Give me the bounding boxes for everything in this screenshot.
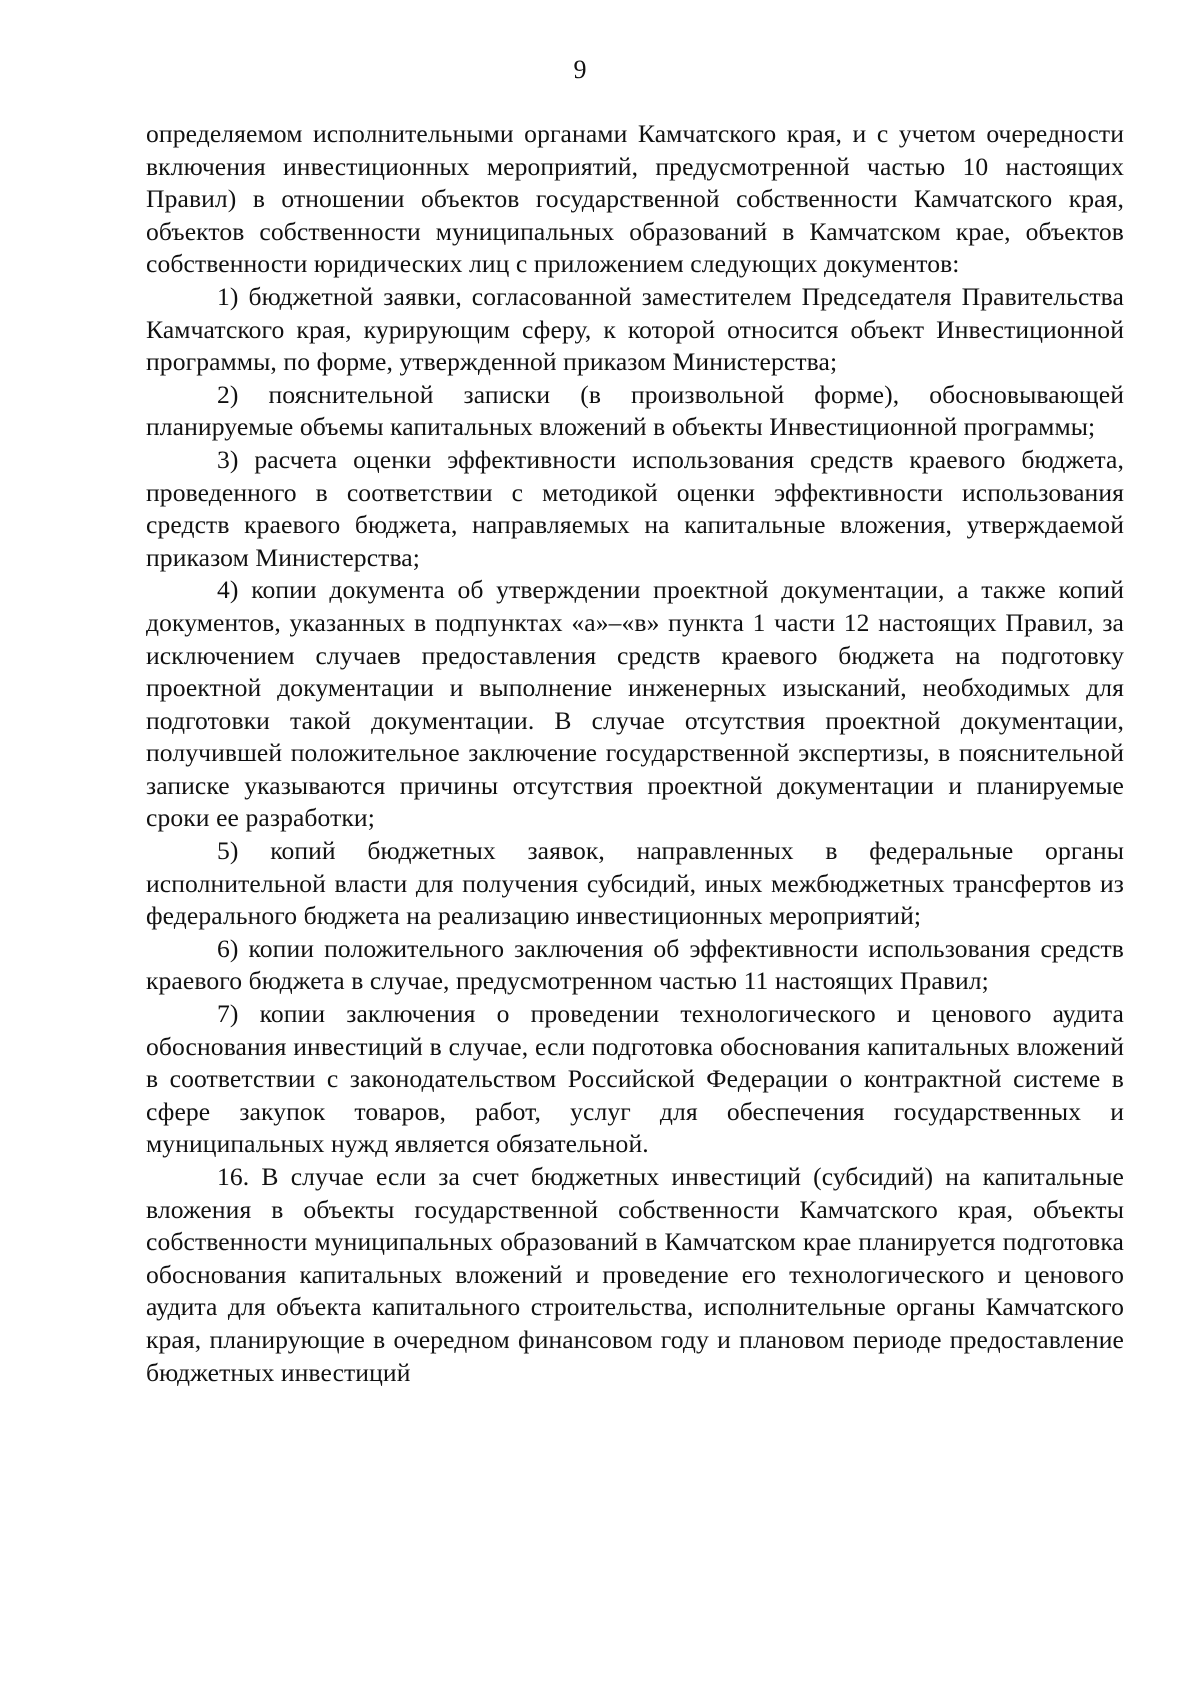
paragraph-item-2: 2) пояснительной записки (в произвольной форме), обосновывающей планируемые объемы капитальных вложений в объекты Инвестиционной программы; (146, 379, 1124, 442)
paragraph-item-6: 6) копии положительного заключения об эффективности использования средств краевого бюджета в случае, предусмотренном частью 11 настоящих Правил; (146, 933, 1124, 996)
page-number: 9 (573, 55, 587, 84)
paragraph-item-1: 1) бюджетной заявки, согласованной заместителем Председателя Правительства Камчатского края, курирующим сферу, к которой относится объект Инвестиционной программы, по форме, утвержденной приказом Министерства; (146, 281, 1124, 377)
paragraph-item-3: 3) расчета оценки эффективности использования средств краевого бюджета, проведенного в соответствии с методикой оценки эффективности использования средств краевого бюджета, направляемых на капитальные вложения, утверждаемой приказом Министерства; (146, 444, 1124, 572)
document-body (146, 118, 1124, 1389)
paragraph-item-7: 7) копии заключения о проведении технологического и ценового аудита обоснования инвестиций в случае, если подготовка обоснования капитальных вложений в соответствии с законодательством Российской Федерации о контрактной системе в сфере закупок товаров, работ, услуг для обеспечения государственных и муниципальных нужд является обязательной. (146, 999, 1124, 1159)
paragraph-section-16: 16. В случае если за счет бюджетных инвестиций (субсидий) на капитальные вложения в объекты государственной собственности Камчатского края, объекты собственности муниципальных образований в Камчатском крае планируется подготовка обоснования капитальных вложений и проведение его технологического и ценового аудита для объекта капитального строительства, исполнительные органы Камчатского края, планирующие в очередном финансовом году и плановом периоде предоставление бюджетных инвестиций (146, 1162, 1124, 1387)
paragraph-continuation: определяемом исполнительными органами Камчатского края, и с учетом очередности включения инвестиционных мероприятий, предусмотренной частью 10 настоящих Правил) в отношении объектов государственной собственности Камчатского края, объектов собственности муниципальных образований в Камчатском крае, объектов собственности юридических лиц с приложением следующих документов: (146, 119, 1124, 279)
paragraph-item-4: 4) копии документа об утверждении проектной документации, а также копий документов, указанных в подпунктах «а»–«в» пункта 1 части 12 настоящих Правил, за исключением случаев предоставления средств краевого бюджета на подготовку проектной документации и выполнение инженерных изысканий, необходимых для подготовки такой документации. В случае отсутствия проектной документации, получившей положительное заключение государственной экспертизы, в пояснительной записке указываются причины отсутствия проектной документации и планируемые сроки ее разработки; (146, 575, 1124, 833)
paragraph-item-5: 5) копий бюджетных заявок, направленных в федеральные органы исполнительной власти для получения субсидий, иных межбюджетных трансфертов из федерального бюджета на реализацию инвестиционных мероприятий; (146, 836, 1124, 931)
